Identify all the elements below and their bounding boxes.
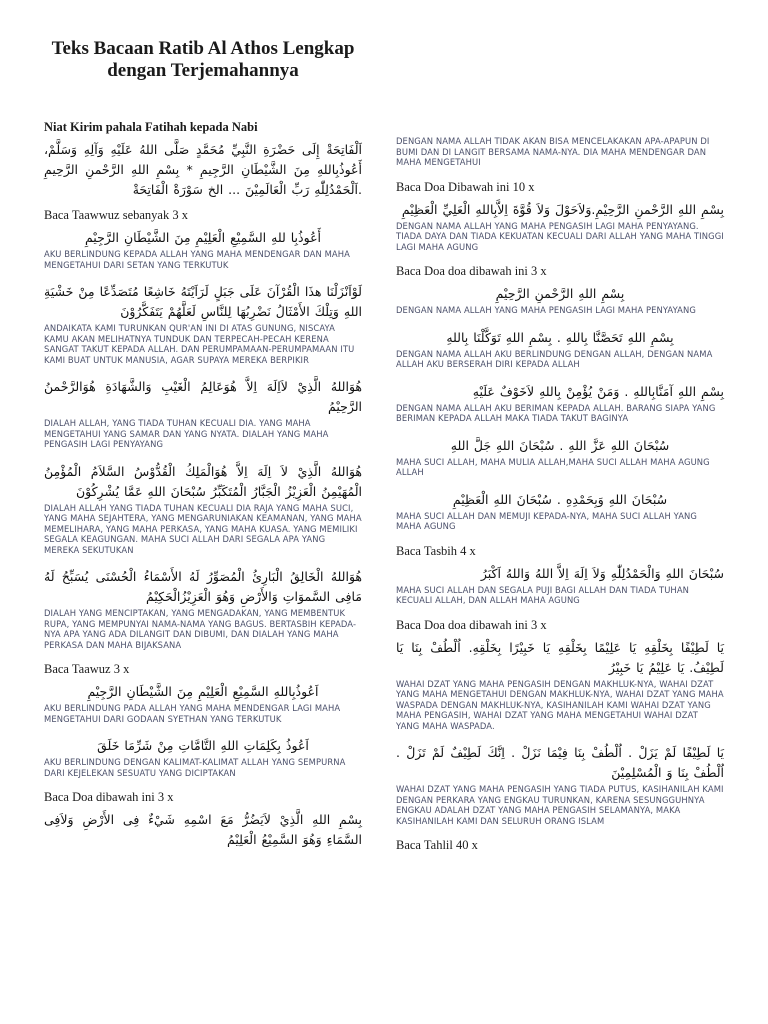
arabic-text: سُبْحَانَ اللهِ عَزَّ اللهِ . سُبْحَانَ اللهِ جَلَّ اللهِ: [450, 437, 670, 453]
prayer-section: [396, 838, 724, 853]
arabic-text: لَوْاَنْزَلْنَا هذَا الْقُرْآنَ عَلَى جَبَلٍ لَرَاَيْتَهُ خَاشِعًا مُتَصَدِّعًا مِنْ خَشْيَةِ اللهِ وَتِلْكَ الأَمْثَالُ نَضْرِبُهَا لِلنَّاسِ لَعَلَّهُمْ يَتَفَكَّرُوْنَ: [44, 284, 362, 319]
arabic-text: يَا لَطِيْفًا لَمْ يَزَلْ . اُلْطُفْ بِنَا فِيْمَا نَزَلْ . اِنَّكَ لَطِيْفٌ لَمْ تَزَلْ . اُلْطُفْ بِنَا وَ الْمُسْلِمِيْنَ: [396, 745, 724, 780]
arabic-text: هُوَاللهُ الَّذِيْ لاَ اِلَهَ اِلاَّ هُوَالْمَلِكُ الْقُدُّوْسُ السَّلاَمُ الْمُؤْمِنُ الْمُهَيْمِنُ الْعَزِيْزُ الْجَبَّارُ الْمُتَكَبِّرُ سُبْحَانَ اللهِ عَمَّا يُشْرِكُوْنَ: [44, 463, 362, 499]
arabic-text: بِسْمِ اللهِ آمَنَّابِاللهِ . وَمَنْ يُؤْمِنْ بِاللهِ لاَخَوْفٌ عَلَيْهِ: [472, 383, 724, 399]
prayer-section: [396, 136, 724, 168]
translation-text: DENGAN NAMA ALLAH TIDAK AKAN BISA MENCELAKAKAN APA-APAPUN DI BUMI DAN DI LANGIT BERSAMA NAMA-NYA. DIA MAHA MENDENGAR DAN MAHA MENGETAHUI: [396, 136, 710, 167]
translation-text: DENGAN NAMA ALLAH AKU BERLINDUNG DENGAN ALLAH, DENGAN NAMA ALLAH AKU BERSERAH DIRI KEPADA ALLAH: [396, 348, 713, 369]
prayer-section: [44, 120, 362, 200]
section-heading: Baca Doa doa dibawah ini 3 x: [396, 264, 547, 278]
prayer-section: [44, 790, 362, 850]
arabic-text: اَعُوذُ بِكَلِمَاتِ اللهِ التَّامَّاتِ مِنْ شَرِّمَا خَلَقَ: [97, 738, 309, 753]
arabic-text: سُبْحَانَ اللهِ وَالْحَمْدُلِلّٰهِ وَلاَ اِلَهَ اِلاَّ اللهُ وَاللهُ اَكْبَرُ: [480, 565, 724, 581]
translation-text: DIALAH ALLAH YANG TIADA TUHAN KECUALI DIA RAJA YANG MAHA SUCI, YANG MAHA SEJAHTERA, YANG MENGARUNIAKAN KEAMANAN, YANG MAHA MEMELIHARA, YANG MAHA PERKASA, YANG MAHA KUASA. YANG MEMILIKI SEGALA KEAGUNGAN. MAHA SUCI ALLAH DARI SEGALA APA YANG MEREKA SEKUTUKAN: [44, 502, 362, 555]
section-heading: Baca Doa dibawah ini 3 x: [44, 790, 174, 804]
document-title: Teks Bacaan Ratib Al Athos Lengkap dengan Terjemahannya: [51, 38, 355, 81]
translation-text: MAHA SUCI ALLAH DAN MEMUJI KEPADA-NYA, MAHA SUCI ALLAH YANG MAHA AGUNG: [396, 510, 697, 531]
translation-text: DENGAN NAMA ALLAH YANG MAHA PENGASIH LAGI MAHA PENYAYANG. TIADA DAYA DAN TIADA KEKUATAN KECUALI DARI ALLAH YANG MAHA TINGGI LAGI MAHA AGUNG: [396, 220, 724, 252]
prayer-section: [44, 462, 362, 556]
arabic-text: سُبْحَانَ اللهِ وَبِحَمْدِهِ . سُبْحَانَ اللهِ الْعَظِيْمِ: [452, 491, 668, 507]
prayer-section: [396, 544, 724, 606]
translation-text: MAHA SUCI ALLAH, MAHA MULIA ALLAH,MAHA SUCI ALLAH MAHA AGUNG ALLAH: [396, 456, 710, 477]
prayer-section: [396, 743, 724, 826]
arabic-text: بِسْمِ اللهِ الرَّحْمنِ الرَّحِيْمِ: [495, 286, 625, 301]
arabic-text: هُوَاللهُ الَّذِيْ لاَاِلَهَ اِلاَّ هُوَعَالِمُ الْغَيْبِ وَالشَّهَادَةِ هُوَالرَّحْمنُ الرَّحِيْمُ: [44, 379, 362, 414]
arabic-text: بِسْمِ اللهِ تَحَصَّنَّا بِاللهِ . بِسْمِ اللهِ تَوَكَّلْنَا بِاللهِ: [446, 329, 674, 345]
prayer-section: [396, 382, 724, 424]
prayer-section: [396, 328, 724, 370]
arabic-text: هُوَاللهُ الْخَالِقُ الْبَارِئُ الْمُصَوِّرُ لَهُ الأَسْمَاءُ الْحُسْنَى يُسَبِّحُ لَهُ مَافِى السَّموَاتِ وَالأَرْضِ وَهُوَ الْعَزِيْزُالْحَكِيْمُ: [44, 569, 362, 604]
arabic-text: أَعُوذُبِا للهِ السَّمِيْعِ الْعَلِيْمِ مِنَ الشَّيْطَانِ الرَّجِيْمِ: [84, 230, 321, 245]
translation-text: MAHA SUCI ALLAH DAN SEGALA PUJI BAGI ALLAH DAN TIADA TUHAN KECUALI ALLAH, DAN ALLAH MAHA AGUNG: [396, 584, 690, 605]
prayer-section: [44, 377, 362, 450]
translation-text: AKU BERLINDUNG KEPADA ALLAH YANG MAHA MENDENGAR DAN MAHA MENGETAHUI DARI SETAN YANG TERKUTUK: [44, 249, 350, 270]
section-heading: Niat Kirim pahala Fatihah kepada Nabi: [44, 120, 258, 134]
translation-text: DENGAN NAMA ALLAH AKU BERIMAN KEPADA ALLAH. BARANG SIAPA YANG BERIMAN KEPADA ALLAH MAKA TIADA TAKUT BAGINYA: [396, 402, 716, 423]
arabic-text: بِسْمِ اللهِ الرَّحْمنِ الرَّحِيْمِ.وَلاَحَوْلَ وَلاَ قُوَّةَ اِلاَّبِاللهِ الْعَلِيِّ الْعَظِيْمِ: [401, 201, 724, 217]
translation-text: ANDAIKATA KAMI TURUNKAN QUR'AN INI DI ATAS GUNUNG, NISCAYA KAMU AKAN MELIHATNYA TUNDUK DAN TERPECAH-PECAH KERENA SANGAT TAKUT KEPADA ALLAH. DAN PERUMPAMAAN-PERUMPAMAAN ITU KAMI BUAT UNTUK MANUSIA, AGAR SUPAYA MEREKA BERPIKIR: [44, 323, 355, 365]
prayer-section: [44, 208, 362, 270]
translation-text: WAHAI DZAT YANG MAHA PENGASIH DENGAN MAKHLUK-NYA, WAHAI DZAT YANG MAHA MENGETAHUI DENGAN MAKHLUK-NYA, WAHAI DZAT YANG MAHA WASPADA DENGAN MAKHLUK-NYA, KASIHANILAH KAMI WAHAI DZAT YANG MAHA PENGASIH, WAHAI DZAT YANG MAHA MENGETAHUI WAHAI DZAT YANG MAHA WASPADA.: [396, 678, 724, 731]
prayer-section: [44, 567, 362, 650]
prayer-section: [44, 282, 362, 365]
section-heading: Baca Taawuz 3 x: [44, 662, 130, 676]
left-column: [44, 120, 362, 858]
section-heading: Baca Doa Dibawah ini 10 x: [396, 179, 535, 194]
prayer-section: [396, 490, 724, 532]
section-heading: Baca Doa doa dibawah ini 3 x: [396, 617, 547, 632]
arabic-text: يَا لَطِيْفًا بِخَلْقِهِ يَا عَلِيْمًا بِخَلْقِهِ يَا خَبِيْرًا بِخَلْقِهِ. اُلْطُفْ بِنَا يَا لَطِيْفُ. يَا عَلِيْمُ يَا خَبِيْرُ: [396, 639, 724, 675]
section-heading: Baca Taawwuz sebanyak 3 x: [44, 208, 188, 222]
translation-text: AKU BERLINDUNG PADA ALLAH YANG MAHA MENDENGAR LAGI MAHA MENGETAHUI DARI GODAAN SYETHAN YANG TERKUTUK: [44, 703, 341, 724]
section-heading: Baca Tahlil 40 x: [396, 838, 478, 852]
prayer-section: [396, 436, 724, 478]
translation-text: DIALAH YANG MENCIPTAKAN, YANG MENGADAKAN, YANG MEMBENTUK RUPA, YANG MEMPUNYAI NAMA-NAMA YANG BAGUS. BERTASBIH KEPADA-NYA APA YANG ADA DILANGIT DAN DIBUMI, DAN DIALAH YANG MAHA PERKASA DAN MAHA BIJAKSANA: [44, 608, 357, 650]
arabic-text: اَلْفَاتِحَةْ إِلَى حَضْرَةِ النَّبِيِّ مُحَمَّدٍ صَلَّى اللهُ عَلَيْهِ وَآلِهِ وَسَلَّمْ، أَعُوذُبِاللهِ مِنَ الشَّيْطَانِ الرَّجِيمِ * بِسْمِ اللهِ الرَّحْمنِ الرَّحِيمِ .اَلْحَمْدُلِلّٰهِ رَبِّ الْعَالَمِيْنَ ... الخ سَوْرَةْ الْفَاتِحَةْ: [44, 142, 362, 197]
prayer-section: [44, 662, 362, 724]
right-column: [396, 136, 724, 858]
translation-text: WAHAI DZAT YANG MAHA PENGASIH YANG TIADA PUTUS, KASIHANILAH KAMI DENGAN PERKARA YANG ENGKAU TURUNKAN, KARENA SESUNGGUHNYA ENGKAU ADALAH DZAT YANG MAHA PENGASIH SELAMANYA, MAKA KASIHANILAH KAMI DAN SELURUH ORANG ISLAM: [396, 784, 724, 826]
arabic-text: بِسْمِ اللهِ الَّذِيْ لاَيَضُرُّ مَعَ اسْمِهِ شَيْءٌ فِى الأَرْضِ وَلاَفِى السَّمَاءِ وَهُوَ السَّمِيْعُ الْعَلِيْمُ: [44, 812, 362, 847]
translation-text: AKU BERLINDUNG DENGAN KALIMAT-KALIMAT ALLAH YANG SEMPURNA DARI KEJELEKAN SESUATU YANG DICIPTAKAN: [44, 757, 346, 778]
arabic-text: اَعُوذُبِاللهِ السَّمِيْعِ الْعَلِيْمِ مِنَ الشَّيْطَانِ الرَّجِيْمِ: [87, 684, 319, 699]
prayer-section: [44, 736, 362, 778]
translation-text: DENGAN NAMA ALLAH YANG MAHA PENGASIH LAGI MAHA PENYAYANG: [396, 305, 696, 315]
prayer-section: [396, 618, 724, 732]
translation-text: DIALAH ALLAH, YANG TIADA TUHAN KECUALI DIA. YANG MAHA MENGETAHUI YANG SAMAR DAN YANG NYATA. DIALAH YANG MAHA PENGASIH LAGI PENYAYANG: [44, 418, 329, 449]
prayer-section: [396, 264, 724, 316]
section-heading: Baca Tasbih 4 x: [396, 543, 476, 558]
prayer-section: [396, 180, 724, 253]
